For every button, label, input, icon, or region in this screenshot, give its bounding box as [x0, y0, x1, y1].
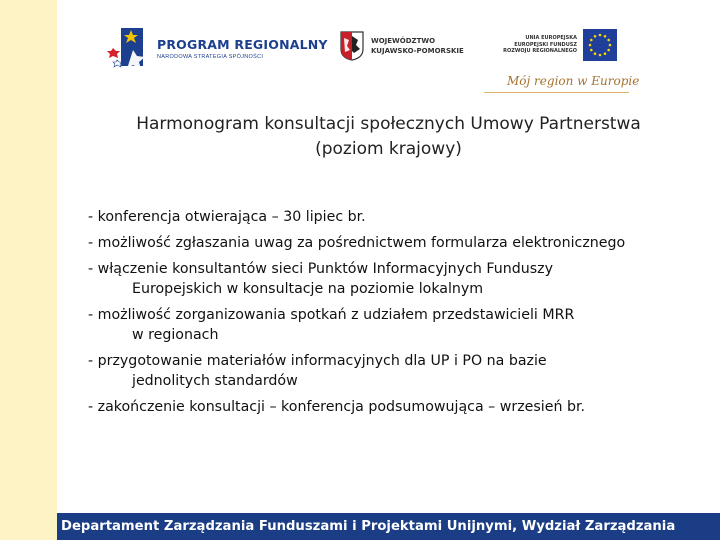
- region-name-line2: KUJAWSKO-POMORSKIE: [371, 47, 464, 55]
- title-line1: Harmonogram konsultacji społecznych Umowy Partnerstwa: [136, 114, 641, 134]
- list-item-text: - zakończenie konsultacji – konferencja podsumowująca – wrzesień br.: [88, 399, 585, 415]
- wojewodztwo-logo: [340, 28, 510, 64]
- list-item-text: - przygotowanie materiałów informacyjnych dla UP i PO na bazie: [88, 353, 547, 369]
- eu-line2: EUROPEJSKI FUNDUSZ: [514, 41, 577, 48]
- footer-banner: Departament Zarządzania Funduszami i Projektami Unijnymi, Wydział Zarządzania: [57, 513, 720, 540]
- eu-flag-icon: [583, 29, 617, 61]
- motto-underline: [484, 92, 629, 93]
- region-crest-icon: [340, 31, 364, 61]
- eu-line1: UNIA EUROPEJSKA: [525, 35, 577, 42]
- program-regionalny-logo: [107, 24, 347, 72]
- consultation-list: [88, 207, 718, 423]
- program-regionalny-emblem-icon: [107, 26, 151, 70]
- region-name-line1: WOJEWÓDZTWO: [371, 37, 436, 45]
- list-item-text: - konferencja otwierająca – 30 lipiec br.: [88, 209, 366, 225]
- slide: [57, 0, 720, 540]
- eu-line3: ROZWOJU REGIONALNEGO: [503, 48, 577, 55]
- title-line2: (poziom krajowy): [315, 139, 462, 159]
- list-item-text: - włączenie konsultantów sieci Punktów Informacyjnych Funduszy: [88, 261, 553, 277]
- list-item: [88, 233, 718, 253]
- list-item-continuation: jednolitych standardów: [132, 373, 298, 389]
- list-item: [88, 259, 718, 299]
- motto: Mój region w Europie: [507, 74, 640, 88]
- program-regionalny-name: PROGRAM REGIONALNY: [157, 36, 328, 52]
- program-regionalny-subtitle: NARODOWA STRATEGIA SPÓJNOŚCI: [157, 53, 264, 60]
- left-decorative-bar: [0, 0, 57, 540]
- list-item: [88, 351, 718, 391]
- list-item-text: - możliwość zorganizowania spotkań z udziałem przedstawicieli MRR: [88, 307, 575, 323]
- eu-logo: [503, 28, 633, 62]
- page-title: [57, 112, 720, 162]
- list-item: [88, 305, 718, 345]
- list-item-text: - możliwość zgłaszania uwag za pośrednictwem formularza elektronicznego: [88, 235, 626, 251]
- list-item-continuation: w regionach: [132, 327, 219, 343]
- list-item-continuation: Europejskich w konsultacje na poziomie lokalnym: [132, 281, 484, 297]
- list-item: [88, 397, 718, 417]
- list-item: [88, 207, 718, 227]
